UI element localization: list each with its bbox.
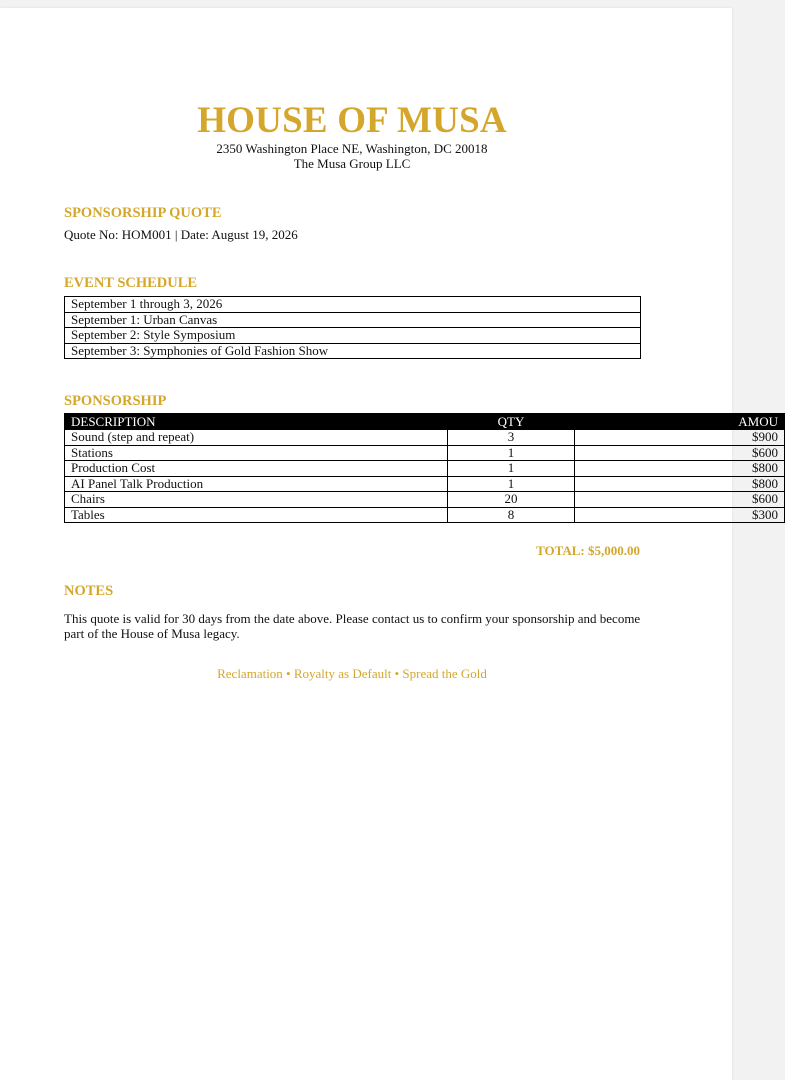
schedule-cell: September 2: Style Symposium <box>65 328 641 344</box>
event-schedule-table <box>64 296 641 359</box>
table-row <box>65 297 641 313</box>
column-header-description: DESCRIPTION <box>65 414 448 430</box>
amount-cell: $800 <box>575 476 785 492</box>
brand-company: The Musa Group LLC <box>293 156 411 171</box>
column-header-amount: AMOU <box>575 414 785 430</box>
schedule-cell: September 1: Urban Canvas <box>65 312 641 328</box>
brand-address: 2350 Washington Place NE, Washington, DC 20018 <box>216 141 488 156</box>
brand-address-block <box>0 141 704 171</box>
schedule-cell: September 3: Symphonies of Gold Fashion Show <box>65 343 641 359</box>
table-row <box>65 492 785 508</box>
description-cell: AI Panel Talk Production <box>65 476 448 492</box>
table-row <box>65 445 785 461</box>
schedule-cell: September 1 through 3, 2026 <box>65 297 641 313</box>
qty-cell: 1 <box>448 461 575 477</box>
qty-cell: 1 <box>448 476 575 492</box>
amount-cell: $600 <box>575 492 785 508</box>
sponsorship-table <box>64 413 785 523</box>
description-cell: Production Cost <box>65 461 448 477</box>
description-cell: Chairs <box>65 492 448 508</box>
qty-cell: 3 <box>448 430 575 446</box>
amount-cell: $900 <box>575 430 785 446</box>
column-header-qty: QTY <box>448 414 575 430</box>
total-amount: TOTAL: $5,000.00 <box>536 543 640 558</box>
qty-cell: 20 <box>448 492 575 508</box>
table-row <box>65 430 785 446</box>
schedule-heading: EVENT SCHEDULE <box>64 275 198 291</box>
table-row <box>65 343 641 359</box>
qty-cell: 8 <box>448 507 575 523</box>
document-page <box>0 8 778 1080</box>
table-row <box>65 328 641 344</box>
amount-cell: $300 <box>575 507 785 523</box>
description-cell: Sound (step and repeat) <box>65 430 448 446</box>
sponsorship-heading: SPONSORSHIP <box>64 393 167 409</box>
table-row <box>65 312 641 328</box>
qty-cell: 1 <box>448 445 575 461</box>
amount-cell: $600 <box>575 445 785 461</box>
table-row <box>65 461 785 477</box>
quote-heading: SPONSORSHIP QUOTE <box>64 205 222 221</box>
quote-number-date: Quote No: HOM001 | Date: August 19, 2026 <box>64 227 298 242</box>
notes-text: This quote is valid for 30 days from the date above. Please contact us to confirm your sponsorship and become part of the House of Musa legacy. <box>64 611 641 641</box>
description-cell: Tables <box>65 507 448 523</box>
table-row <box>65 476 785 492</box>
notes-heading: NOTES <box>64 583 114 599</box>
description-cell: Stations <box>65 445 448 461</box>
table-header-row <box>65 414 785 430</box>
amount-cell: $800 <box>575 461 785 477</box>
table-row <box>65 507 785 523</box>
footer-tagline: Reclamation • Royalty as Default • Spread the Gold <box>217 666 487 681</box>
brand-title: HOUSE OF MUSA <box>197 100 507 141</box>
